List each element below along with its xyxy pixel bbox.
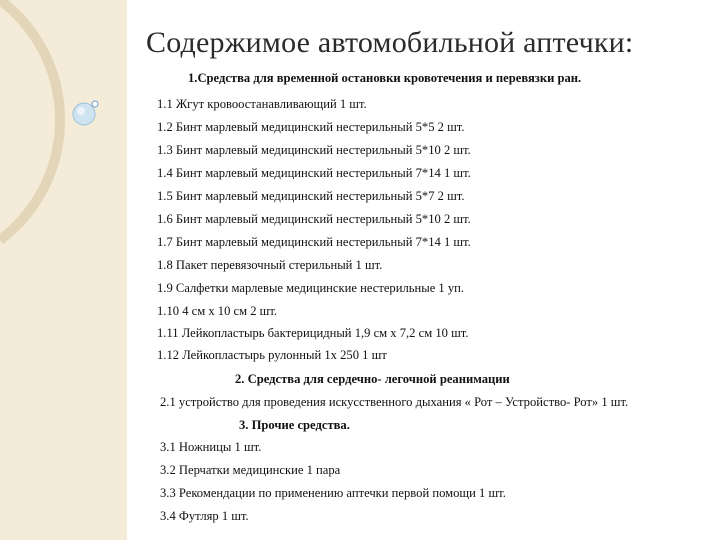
list-item: 3.4 Футляр 1 шт. [160, 509, 249, 523]
section-3-heading: 3. Прочие средства. [239, 418, 350, 432]
small-ring-icon [92, 101, 98, 107]
slide-title: Содержимое автомобильной аптечки: [146, 26, 634, 59]
list-item: 1.10 4 см х 10 см 2 шт. [157, 304, 278, 318]
list-item: 1.1 Жгут кровоостанавливающий 1 шт. [157, 97, 367, 111]
list-item: 1.8 Пакет перевязочный стерильный 1 шт. [157, 258, 383, 272]
list-item: 3.1 Ножницы 1 шт. [160, 440, 262, 454]
blue-bubble-icon [73, 103, 95, 125]
section-1-heading: 1.Средства для временной остановки кровотечения и перевязки ран. [188, 71, 582, 85]
section-2-heading: 2. Средства для сердечно- легочной реанимации [235, 372, 510, 386]
list-item: 1.4 Бинт марлевый медицинский нестерильный 7*14 1 шт. [157, 166, 471, 180]
decorative-circles [0, 0, 140, 540]
list-item: 2.1 устройство для проведения искусственного дыхания « Рот – Устройство- Рот» 1 шт. [160, 395, 629, 409]
decorative-arc [0, 0, 60, 240]
list-item: 1.2 Бинт марлевый медицинский нестерильный 5*5 2 шт. [157, 120, 465, 134]
list-item: 1.12 Лейкопластырь рулонный 1х 250 1 шт [157, 348, 387, 362]
list-item: 1.6 Бинт марлевый медицинский нестерильный 5*10 2 шт. [157, 212, 471, 226]
list-item: 1.7 Бинт марлевый медицинский нестерильный 7*14 1 шт. [157, 235, 471, 249]
list-item: 3.2 Перчатки медицинские 1 пара [160, 463, 341, 477]
list-item: 1.11 Лейкопластырь бактерицидный 1,9 см х 7,2 см 10 шт. [157, 326, 469, 340]
list-item: 1.9 Салфетки марлевые медицинские нестерильные 1 уп. [157, 281, 465, 295]
list-item: 1.3 Бинт марлевый медицинский нестерильный 5*10 2 шт. [157, 143, 471, 157]
list-item: 3.3 Рекомендации по применению аптечки первой помощи 1 шт. [160, 486, 506, 500]
list-item: 1.5 Бинт марлевый медицинский нестерильный 5*7 2 шт. [157, 189, 465, 203]
